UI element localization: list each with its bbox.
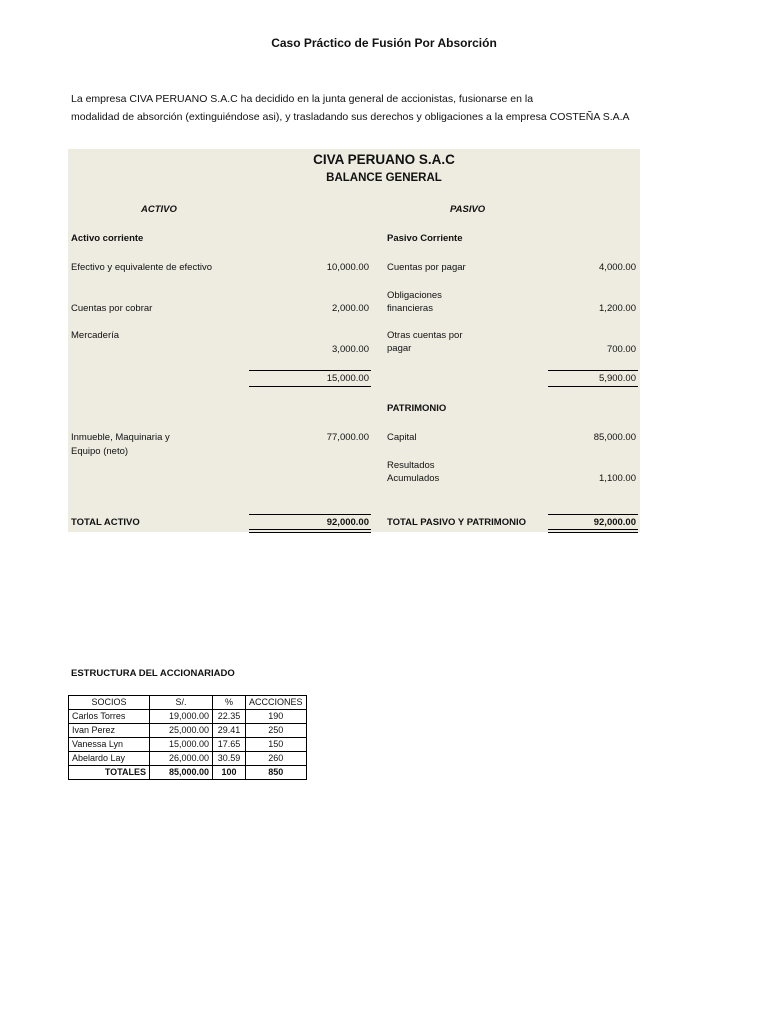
company-name: CIVA PERUANO S.A.C <box>313 152 455 167</box>
cxp-value: 4,000.00 <box>599 262 636 273</box>
mercaderia-value: 3,000.00 <box>332 344 369 355</box>
total-pasivo-double-rule <box>548 529 638 533</box>
socio-percent: 17.65 <box>213 738 246 752</box>
resultados-label-1: Resultados <box>387 460 435 471</box>
patrimonio-label: PATRIMONIO <box>387 403 447 414</box>
pasivo-subtotal-underline <box>548 386 638 387</box>
total-pasivo-label: TOTAL PASIVO Y PATRIMONIO <box>387 517 526 528</box>
totals-label: TOTALES <box>69 766 150 780</box>
pasivo-subtotal-rule <box>548 370 638 371</box>
socio-shares: 250 <box>246 724 307 738</box>
balance-subtitle: BALANCE GENERAL <box>326 172 442 184</box>
page-title: Caso Práctico de Fusión Por Absorción <box>271 36 497 50</box>
header-soles: S/. <box>150 696 213 710</box>
total-activo-label: TOTAL ACTIVO <box>71 517 140 528</box>
total-activo-top-rule <box>249 514 371 515</box>
mercaderia-label: Mercadería <box>71 330 120 341</box>
otras-cuentas-label-1: Otras cuentas por <box>387 330 463 341</box>
total-activo-double-rule <box>249 529 371 533</box>
header-percent: % <box>213 696 246 710</box>
totals-percent: 100 <box>213 766 246 780</box>
obligaciones-label-1: Obligaciones <box>387 290 442 301</box>
total-pasivo-top-rule <box>548 514 638 515</box>
resultados-label-2: Acumulados <box>387 473 440 484</box>
table-header-row <box>69 696 307 710</box>
socio-name: Abelardo Lay <box>69 752 150 766</box>
table-row <box>69 724 307 738</box>
totals-amount: 85,000.00 <box>150 766 213 780</box>
totals-row <box>69 766 307 780</box>
obligaciones-value: 1,200.00 <box>599 303 636 314</box>
socio-amount: 15,000.00 <box>150 738 213 752</box>
socio-name: Carlos Torres <box>69 710 150 724</box>
shareholder-table <box>68 695 307 780</box>
inmueble-label-1: Inmueble, Maquinaria y <box>71 432 170 443</box>
otras-cuentas-label-2: pagar <box>387 343 412 354</box>
socio-percent: 29.41 <box>213 724 246 738</box>
activo-subtotal-underline <box>249 386 371 387</box>
efectivo-value: 10,000.00 <box>326 262 369 273</box>
inmueble-label-2: Equipo (neto) <box>71 446 129 457</box>
total-pasivo-value: 92,000.00 <box>593 517 636 528</box>
total-activo-value: 92,000.00 <box>326 517 369 528</box>
pasivo-header: PASIVO <box>450 204 486 215</box>
table-row <box>69 738 307 752</box>
socio-shares: 190 <box>246 710 307 724</box>
obligaciones-label-2: financieras <box>387 303 433 314</box>
cxp-label: Cuentas por pagar <box>387 262 466 273</box>
socio-shares: 260 <box>246 752 307 766</box>
socio-amount: 26,000.00 <box>150 752 213 766</box>
efectivo-label: Efectivo y equivalente de efectivo <box>71 262 213 273</box>
socio-percent: 30.59 <box>213 752 246 766</box>
capital-label: Capital <box>387 432 417 443</box>
activo-subtotal-rule <box>249 370 371 371</box>
cxc-label: Cuentas por cobrar <box>71 303 153 314</box>
otras-cuentas-value: 700.00 <box>606 344 636 355</box>
socio-shares: 150 <box>246 738 307 752</box>
resultados-value: 1,100.00 <box>599 473 636 484</box>
socio-name: Ivan Perez <box>69 724 150 738</box>
inmueble-value: 77,000.00 <box>326 432 369 443</box>
totals-shares: 850 <box>246 766 307 780</box>
cxc-value: 2,000.00 <box>332 303 369 314</box>
pasivo-corriente-label: Pasivo Corriente <box>387 233 463 244</box>
socio-amount: 19,000.00 <box>150 710 213 724</box>
activo-subtotal-value: 15,000.00 <box>326 373 369 384</box>
table-row <box>69 752 307 766</box>
table-row <box>69 710 307 724</box>
capital-value: 85,000.00 <box>593 432 636 443</box>
header-acciones: ACCCIONES <box>246 696 307 710</box>
socio-percent: 22.35 <box>213 710 246 724</box>
activo-corriente-label: Activo corriente <box>71 233 144 244</box>
intro-line-2: modalidad de absorción (extinguiéndose asi), y trasladando sus derechos y obligaciones a la empresa COSTEÑA S.A.A <box>71 111 630 123</box>
shareholder-structure-title: ESTRUCTURA DEL ACCIONARIADO <box>71 668 235 679</box>
pasivo-subtotal-value: 5,900.00 <box>599 373 636 384</box>
header-socios: SOCIOS <box>69 696 150 710</box>
activo-header: ACTIVO <box>141 204 177 215</box>
socio-amount: 25,000.00 <box>150 724 213 738</box>
socio-name: Vanessa Lyn <box>69 738 150 752</box>
intro-line-1: La empresa CIVA PERUANO S.A.C ha decidido en la junta general de accionistas, fusionarse en la <box>71 93 534 105</box>
